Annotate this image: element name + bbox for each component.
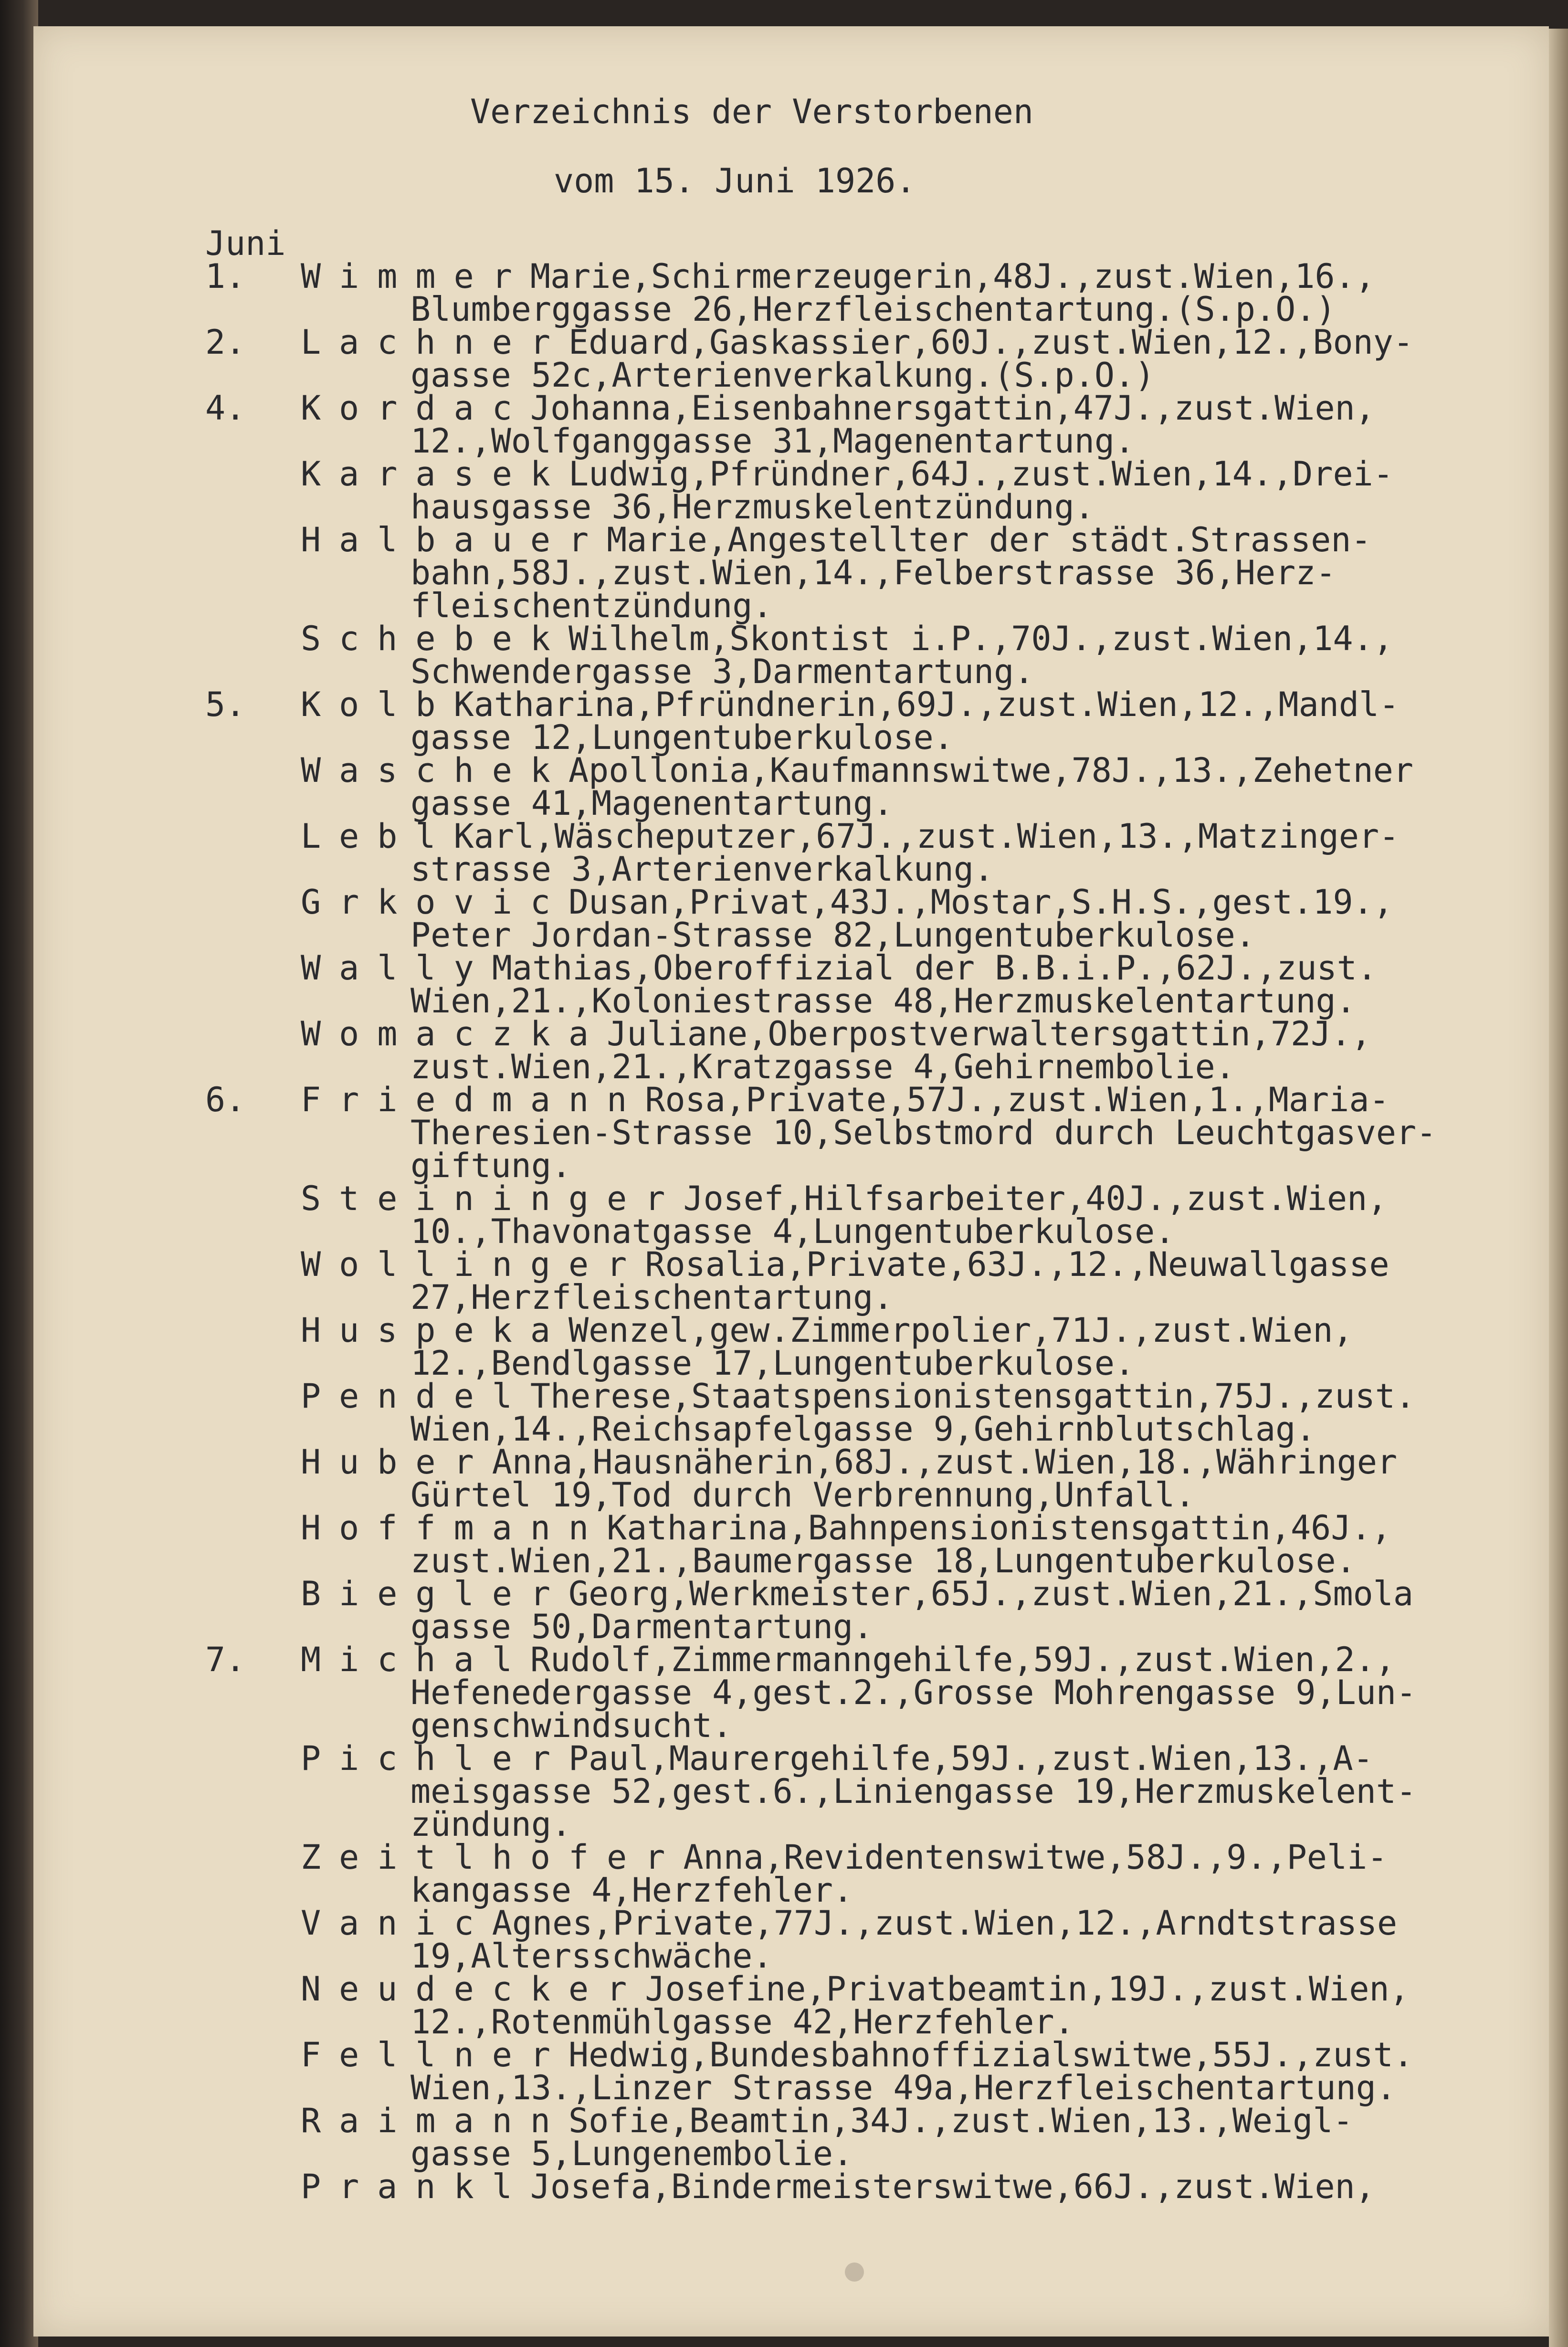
entry-text: Josefa,Bindermeisterswitwe,66J.,zust.Wien, [530,2167,1375,2206]
list-item [0,2167,1568,2206]
list-item [0,2035,1568,2107]
entry-continuation-line: 12.,Bendlgasse 17,Lungentuberkulose. [410,1344,1135,1383]
entry-continuation-line: strasse 3,Arterienverkalkung. [410,850,994,889]
entry-text: Rosalia,Private,63J.,12.,Neuwallgasse [645,1245,1389,1284]
entry-surname: Kordac [301,389,530,428]
entry-surname: Michal [301,1640,530,1679]
month-label: Juni [205,224,286,263]
entry-continuation-line: Peter Jordan-Strasse 82,Lungentuberkulose. [410,916,1256,955]
entry-continuation-line: gasse 41,Magenentartung. [410,784,894,823]
entry-continuation-line: meisgasse 52,gest.6.,Liniengasse 19,Herzmuskelent- [410,1772,1417,1811]
entry-text: Ludwig,Pfründner,64J.,zust.Wien,14.,Drei- [568,454,1393,494]
list-item [0,1311,1568,1383]
entry-continuation-line: zust.Wien,21.,Kratzgasse 4,Gehirnembolie. [410,1047,1235,1086]
ink-smudge [845,2263,864,2282]
entry-text: Dusan,Privat,43J.,Mostar,S.H.S.,gest.19., [568,883,1393,922]
entry-continuation-line: Wien,14.,Reichsapfelgasse 9,Gehirnblutschlag. [410,1410,1316,1449]
entry-surname: Prankl [301,2167,530,2206]
list-item [0,257,1568,329]
entry-text: Rosa,Private,57J.,zust.Wien,1.,Maria- [645,1080,1389,1119]
entry-continuation-line: giftung. [410,1146,572,1185]
list-item [0,1442,1568,1515]
entry-continuation-line: 27,Herzfleischentartung. [410,1278,894,1317]
entry-continuation-line: gasse 5,Lungenembolie. [410,2134,853,2173]
entry-surname: Waschek [301,751,569,790]
list-item [0,1508,1568,1580]
entry-text: Johanna,Eisenbahnersgattin,47J.,zust.Wien, [530,389,1375,428]
entry-first-line [301,520,1568,559]
entry-first-line [301,1377,1568,1416]
entry-first-line [301,1080,1568,1119]
entry-first-line [301,454,1568,494]
list-item [0,1838,1568,1910]
entry-surname: Zeitlhofer [301,1838,684,1877]
entry-text: Wilhelm,Skontist i.P.,70J.,zust.Wien,14., [568,619,1393,658]
entry-first-line [301,2167,1568,2206]
entry-first-line [301,685,1568,724]
entry-continuation-line: 19,Altersschwäche. [410,1937,773,1976]
entry-day: 1. [205,257,246,296]
list-item [0,1640,1568,1745]
entry-surname: Raimann [301,2101,569,2140]
entry-surname: Huber [301,1442,492,1482]
entry-continuation-line: gasse 50,Darmentartung. [410,1607,873,1646]
entry-continuation-line: gasse 12,Lungentuberkulose. [410,718,954,757]
entry-continuation-line: 12.,Wolfganggasse 31,Magenentartung. [410,421,1135,461]
entry-surname: Vanic [301,1904,492,1943]
entry-text: Marie,Schirmerzeugerin,48J.,zust.Wien,16., [530,257,1375,296]
entry-continuation-line: gasse 52c,Arterienverkalkung.(S.p.O.) [410,356,1155,395]
entry-surname: Kolb [301,685,454,724]
entry-surname: Karasek [301,454,569,494]
entry-first-line [301,1904,1568,1943]
entry-continuation-line: Wien,21.,Koloniestrasse 48,Herzmuskelentartung. [410,981,1356,1021]
list-item [0,323,1568,395]
entry-first-line [301,389,1568,428]
list-item [0,1739,1568,1844]
list-item [0,1969,1568,2042]
entry-first-line [301,1442,1568,1482]
entry-continuation-line: Schwendergasse 3,Darmentartung. [410,652,1034,691]
entry-first-line [301,1969,1568,2009]
entry-continuation-line: Blumberggasse 26,Herzfleischentartung.(S.p.O.) [410,290,1336,329]
entry-text: Wenzel,gew.Zimmerpolier,71J.,zust.Wien, [568,1311,1353,1350]
entry-continuation-line: Wien,13.,Linzer Strasse 49a,Herzfleischentartung. [410,2068,1397,2107]
entry-text: Juliane,Oberpostverwaltersgattin,72J., [607,1014,1371,1053]
entry-first-line [301,1508,1568,1547]
list-item [0,1377,1568,1449]
entry-text: Agnes,Private,77J.,zust.Wien,12.,Arndtstrasse [492,1904,1398,1943]
entry-text: Katharina,Bahnpensionistensgattin,46J., [607,1508,1391,1547]
entry-surname: Wally [301,948,492,988]
entry-first-line [301,948,1568,988]
entry-text: Anna,Revidentenswitwe,58J.,9.,Peli- [683,1838,1388,1877]
entry-first-line [301,1179,1568,1218]
entry-first-line [301,2035,1568,2074]
list-item [0,2101,1568,2173]
entry-text: Marie,Angestellter der städt.Strassen- [607,520,1371,559]
entry-text: Karl,Wäscheputzer,67J.,zust.Wien,13.,Matzinger- [453,817,1400,856]
list-item [0,685,1568,757]
list-item [0,1014,1568,1086]
list-item [0,883,1568,955]
entry-first-line [301,257,1568,296]
list-item [0,1245,1568,1317]
entry-text: Therese,Staatspensionistensgattin,75J.,zust. [530,1377,1416,1416]
entry-text: Mathias,Oberoffizial der B.B.i.P.,62J.,zust. [492,948,1378,988]
entry-text: Apollonia,Kaufmannswitwe,78J.,13.,Zehetner [568,751,1414,790]
entry-first-line [301,1245,1568,1284]
entry-day: 5. [205,685,246,724]
entry-first-line [301,323,1568,362]
entry-text: Josef,Hilfsarbeiter,40J.,zust.Wien, [683,1179,1388,1218]
entry-surname: Pendel [301,1377,530,1416]
entry-text: Sofie,Beamtin,34J.,zust.Wien,13.,Weigl- [568,2101,1353,2140]
entry-text: Anna,Hausnäherin,68J.,zust.Wien,18.,Währinger [492,1442,1398,1482]
entry-day: 4. [205,389,246,428]
list-item [0,817,1568,889]
list-item [0,948,1568,1021]
entry-continuation-line: zust.Wien,21.,Baumergasse 18,Lungentuberkulose. [410,1541,1356,1580]
entry-surname: Lebl [301,817,454,856]
entry-continuation-line: kangasse 4,Herzfehler. [410,1871,853,1910]
entry-continuation-line: bahn,58J.,zust.Wien,14.,Felberstrasse 36,Herz- [410,553,1336,592]
entry-text: Katharina,Pfründnerin,69J.,zust.Wien,12.,Mandl- [453,685,1400,724]
death-register-list [0,257,1568,2206]
entry-first-line [301,883,1568,922]
entry-surname: Fellner [301,2035,569,2074]
entry-first-line [301,1574,1568,1613]
entry-first-line [301,751,1568,790]
entry-surname: Biegler [301,1574,569,1613]
list-item [0,454,1568,526]
entry-continuation-line: 10.,Thavonatgasse 4,Lungentuberkulose. [410,1212,1175,1251]
entry-continuation-line: genschwindsucht. [410,1706,733,1745]
entry-text: Hedwig,Bundesbahnoffizialswitwe,55J.,zust. [568,2035,1414,2074]
entry-surname: Halbauer [301,520,607,559]
entry-surname: Schebek [301,619,569,658]
entry-continuation-line: fleischentzündung. [410,586,773,625]
entry-first-line [301,619,1568,658]
entry-text: Josefine,Privatbeamtin,19J.,zust.Wien, [645,1969,1410,2009]
entry-surname: Lachner [301,323,569,362]
entry-surname: Wimmer [301,257,530,296]
entry-day: 6. [205,1080,246,1119]
entry-text: Paul,Maurergehilfe,59J.,zust.Wien,13.,A- [568,1739,1373,1778]
list-item [0,1179,1568,1251]
entry-first-line [301,1739,1568,1778]
entry-first-line [301,1311,1568,1350]
entry-continuation-line: 12.,Rotenmühlgasse 42,Herzfehler. [410,2002,1074,2042]
entry-surname: Wollinger [301,1245,645,1284]
entry-day: 2. [205,323,246,362]
entry-surname: Hoffmann [301,1508,607,1547]
entry-first-line [301,2101,1568,2140]
entry-continuation-line: Theresien-Strasse 10,Selbstmord durch Leuchtgasver- [410,1113,1437,1152]
entry-first-line [301,1640,1568,1679]
list-item [0,1904,1568,1976]
entry-surname: Huspeka [301,1311,569,1350]
list-item [0,1080,1568,1185]
document-subtitle: vom 15. Juni 1926. [554,161,916,200]
list-item [0,1574,1568,1646]
entry-first-line [301,1838,1568,1877]
list-item [0,619,1568,691]
entry-surname: Neudecker [301,1969,645,2009]
entry-surname: Steininger [301,1179,684,1218]
entry-day: 7. [205,1640,246,1679]
list-item [0,389,1568,461]
entry-continuation-line: hausgasse 36,Herzmuskelentzündung. [410,487,1094,526]
entry-continuation-line: zündung. [410,1805,572,1844]
entry-surname: Friedmann [301,1080,645,1119]
entry-first-line [301,817,1568,856]
entry-surname: Grkovic [301,883,569,922]
entry-surname: Womaczka [301,1014,607,1053]
entry-text: Georg,Werkmeister,65J.,zust.Wien,21.,Smola [568,1574,1414,1613]
entry-continuation-line: Hefenedergasse 4,gest.2.,Grosse Mohrengasse 9,Lun- [410,1673,1417,1712]
document-title: Verzeichnis der Verstorbenen [470,92,1034,131]
list-item [0,520,1568,625]
entry-continuation-line: Gürtel 19,Tod durch Verbrennung,Unfall. [410,1475,1195,1515]
entry-surname: Pichler [301,1739,569,1778]
entry-text: Rudolf,Zimmermanngehilfe,59J.,zust.Wien,2., [530,1640,1396,1679]
entry-text: Eduard,Gaskassier,60J.,zust.Wien,12.,Bony- [568,323,1414,362]
list-item [0,751,1568,823]
entry-first-line [301,1014,1568,1053]
